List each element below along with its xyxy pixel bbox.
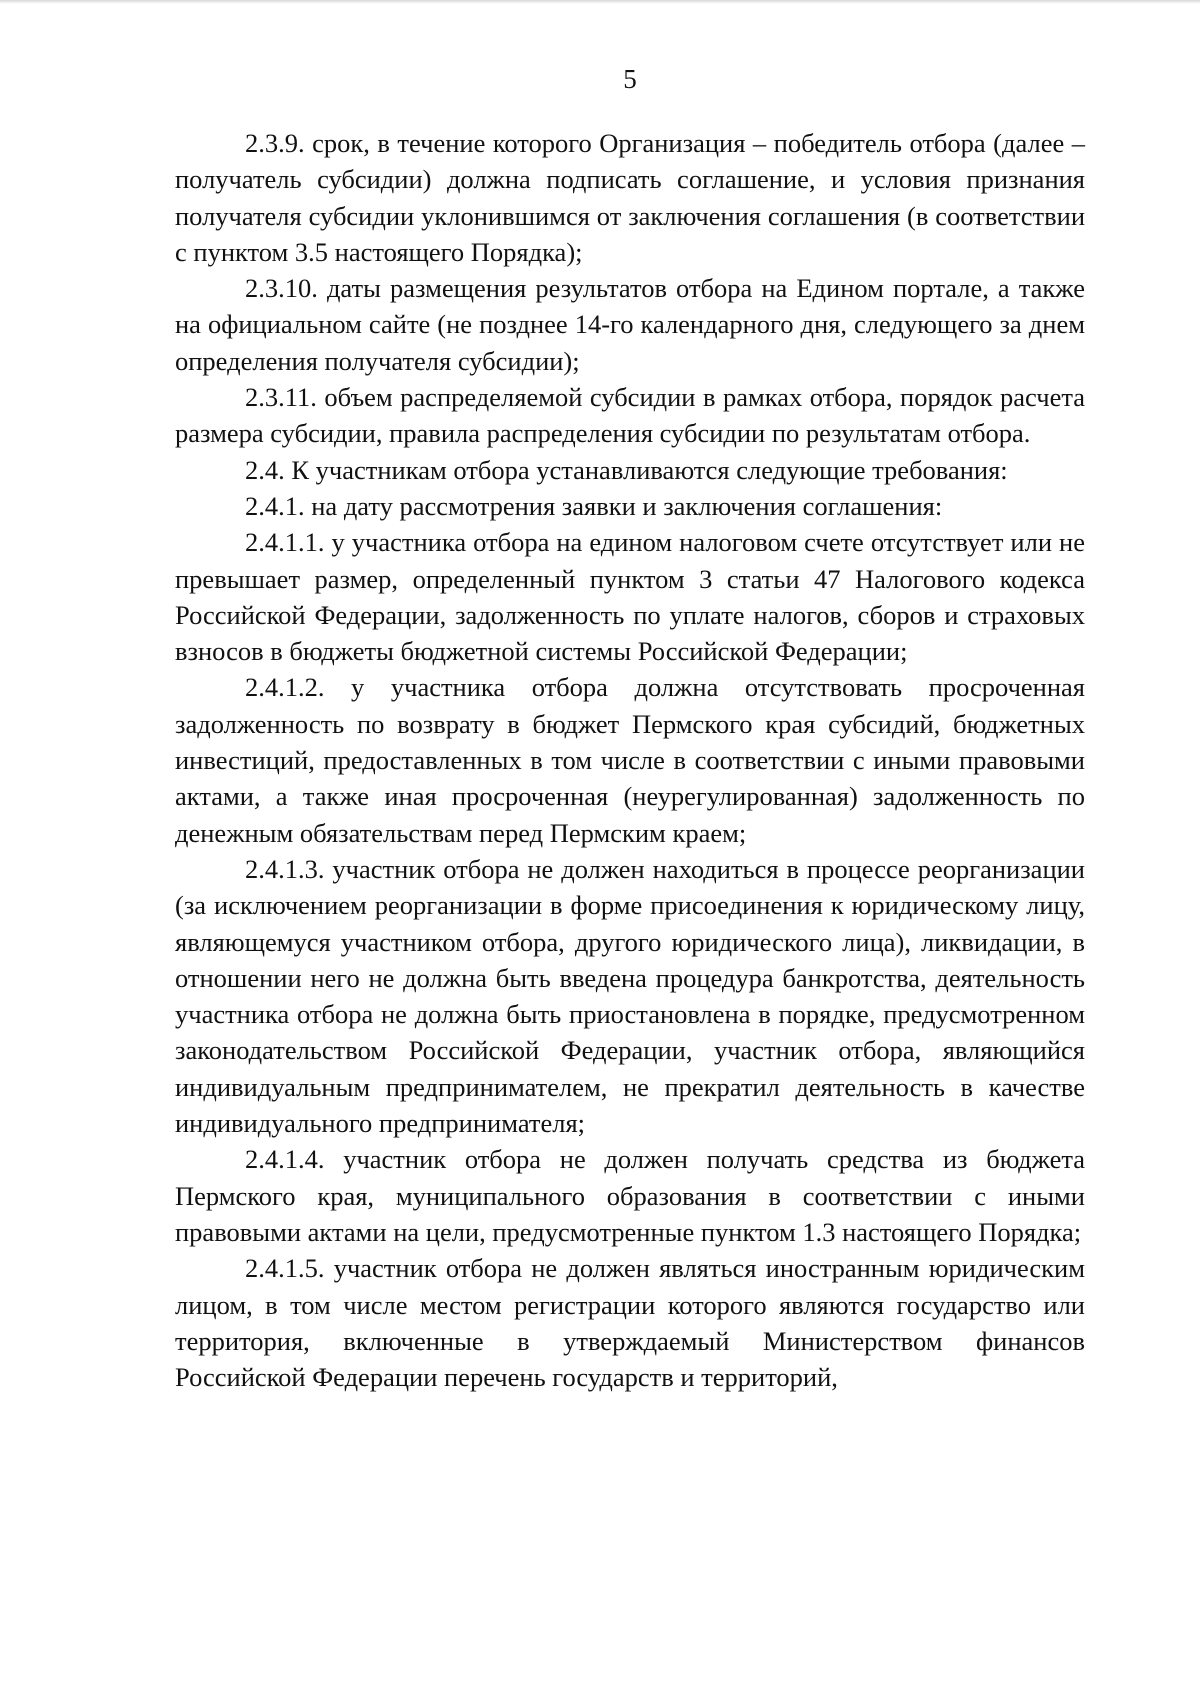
paragraph-2-4-1-4: 2.4.1.4. участник отбора не должен получать средства из бюджета Пермского края, муниципального образования в соответствии с иными правовыми актами на цели, предусмотренные пунктом 1.3 настоящего Порядка; [175, 1144, 1085, 1247]
paragraph-2-3-11: 2.3.11. объем распределяемой субсидии в рамках отбора, порядок расчета размера субсидии, правила распределения субсидии по результатам отбора. [175, 382, 1085, 449]
paragraph-2-4-1-1: 2.4.1.1. у участника отбора на едином налоговом счете отсутствует или не превышает размер, определенный пунктом 3 статьи 47 Налогового кодекса Российской Федерации, задолженность по уплате налогов, сборов и страховых взносов в бюджеты бюджетной системы Российской Федерации; [175, 527, 1085, 667]
document-body [175, 125, 1085, 1395]
paragraph-2-4-1-3: 2.4.1.3. участник отбора не должен находиться в процессе реорганизации (за исключением реорганизации в форме присоединения к юридическому лицу, являющемуся участником отбора, другого юридического лица), ликвидации, в отношении него не должна быть введена процедура банкротства, деятельность участника отбора не должна быть приостановлена в порядке, предусмотренном законодательством Российской Федерации, участник отбора, являющийся индивидуальным предпринимателем, не прекратил деятельность в качестве индивидуального предпринимателя; [175, 853, 1085, 1139]
page-number: 5 [623, 64, 637, 94]
paragraph-2-4-1-2: 2.4.1.2. у участника отбора должна отсутствовать просроченная задолженность по возврату в бюджет Пермского края субсидий, бюджетных инвестиций, предоставленных в том числе в соответствии с иными правовыми актами, а также иная просроченная (неурегулированная) задолженность по денежным обязательствам перед Пермским краем; [175, 672, 1085, 848]
paragraph-2-3-9: 2.3.9. срок, в течение которого Организация – победитель отбора (далее – получатель субсидии) должна подписать соглашение, и условия признания получателя субсидии уклонившимся от заключения соглашения (в соответствии с пунктом 3.5 настоящего Порядка); [175, 128, 1085, 267]
paragraph-2-4: 2.4. К участникам отбора устанавливаются следующие требования: [245, 454, 1008, 485]
paragraph-2-4-1-5: 2.4.1.5. участник отбора не должен являться иностранным юридическим лицом, в том числе местом регистрации которого являются государство или территория, включенные в утверждаемый Министерством финансов Российской Федерации перечень государств и территорий, [175, 1253, 1085, 1393]
paragraph-2-3-10: 2.3.10. даты размещения результатов отбора на Едином портале, а также на официальном сайте (не позднее 14-го календарного дня, следующего за днем определения получателя субсидии); [175, 273, 1085, 376]
scan-top-edge [0, 0, 1200, 4]
paragraph-2-4-1: 2.4.1. на дату рассмотрения заявки и заключения соглашения: [245, 490, 943, 521]
